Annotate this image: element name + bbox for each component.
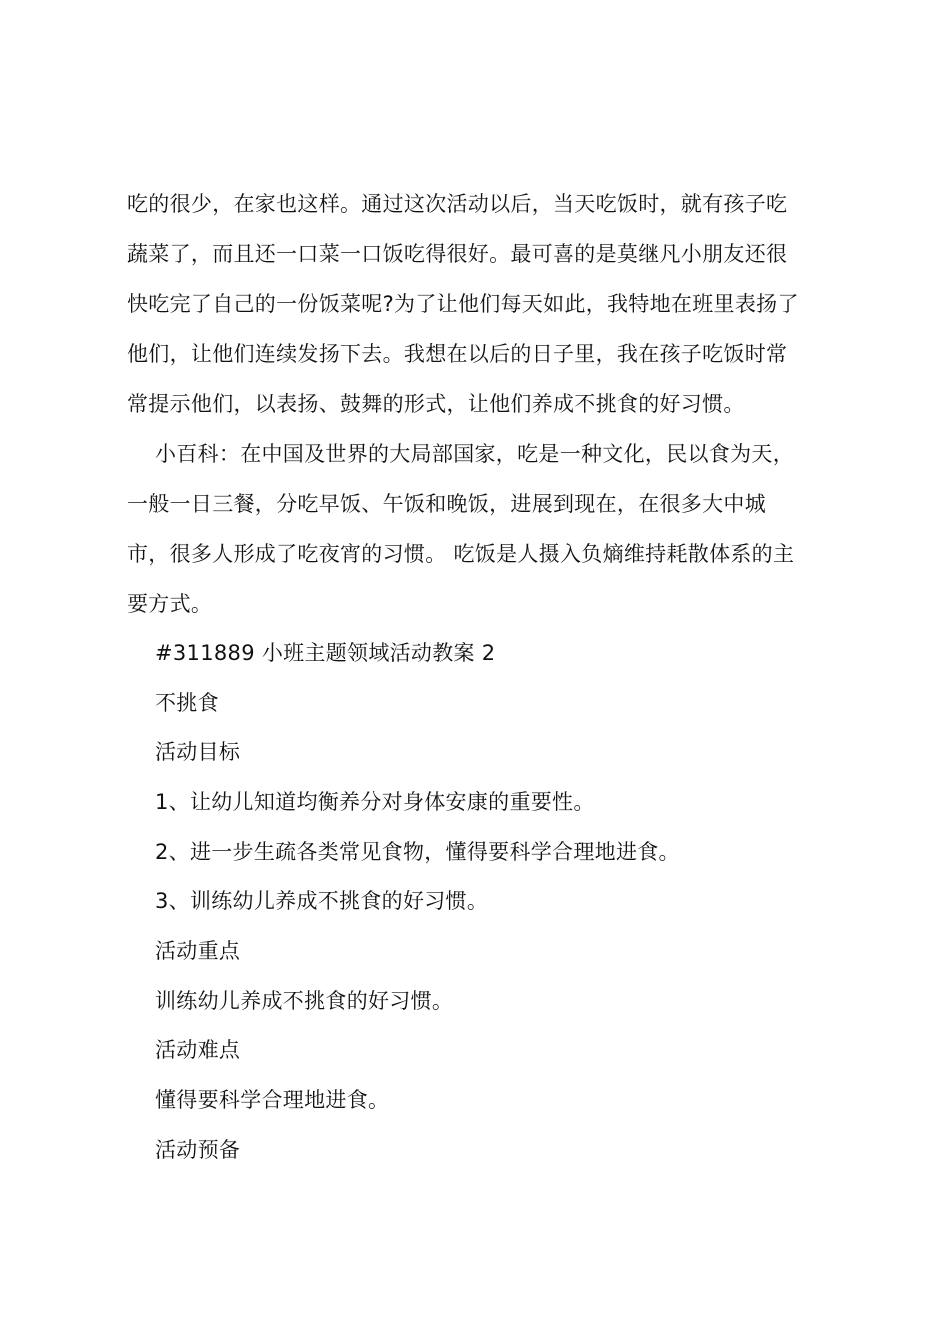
goal-item: 3、训练幼儿养成不挑食的好习惯。: [155, 889, 489, 913]
lesson-title: 不挑食: [155, 691, 219, 715]
paragraph-line: 小百科：在中国及世界的大局部国家，吃是一种文化，民以食为天，: [155, 442, 794, 466]
difficulty-label: 活动难点: [155, 1038, 241, 1062]
document-heading: #311889 小班主题领域活动教案 2: [155, 641, 496, 665]
goal-item: 1、让幼儿知道均衡养分对身体安康的重要性。: [155, 790, 595, 814]
paragraph-line: 一般一日三餐，分吃早饭、午饭和晚饭，进展到现在，在很多大中城: [127, 492, 766, 516]
paragraph-line: 常提示他们，以表扬、鼓舞的形式，让他们养成不挑食的好习惯。: [127, 392, 745, 416]
prep-label: 活动预备: [155, 1138, 241, 1162]
focus-label: 活动重点: [155, 939, 241, 963]
paragraph-line: 他们，让他们连续发扬下去。我想在以后的日子里，我在孩子吃饭时常: [127, 342, 788, 366]
goals-label: 活动目标: [155, 740, 241, 764]
goal-item: 2、进一步生疏各类常见食物，懂得要科学合理地进食。: [155, 840, 680, 864]
difficulty-text: 懂得要科学合理地进食。: [155, 1088, 390, 1112]
focus-text: 训练幼儿养成不挑食的好习惯。: [155, 989, 454, 1013]
paragraph-line: 蔬菜了，而且还一口菜一口饭吃得很好。最可喜的是莫继凡小朋友还很: [127, 242, 788, 266]
paragraph-line: 快吃完了自己的一份饭菜呢?为了让他们每天如此，我特地在班里表扬了: [127, 292, 799, 316]
paragraph-line: 市，很多人形成了吃夜宵的习惯。 吃饭是人摄入负熵维持耗散体系的主: [127, 542, 795, 566]
paragraph-line: 吃的很少，在家也这样。通过这次活动以后，当天吃饭时，就有孩子吃: [127, 192, 788, 216]
paragraph-line: 要方式。: [127, 592, 213, 616]
